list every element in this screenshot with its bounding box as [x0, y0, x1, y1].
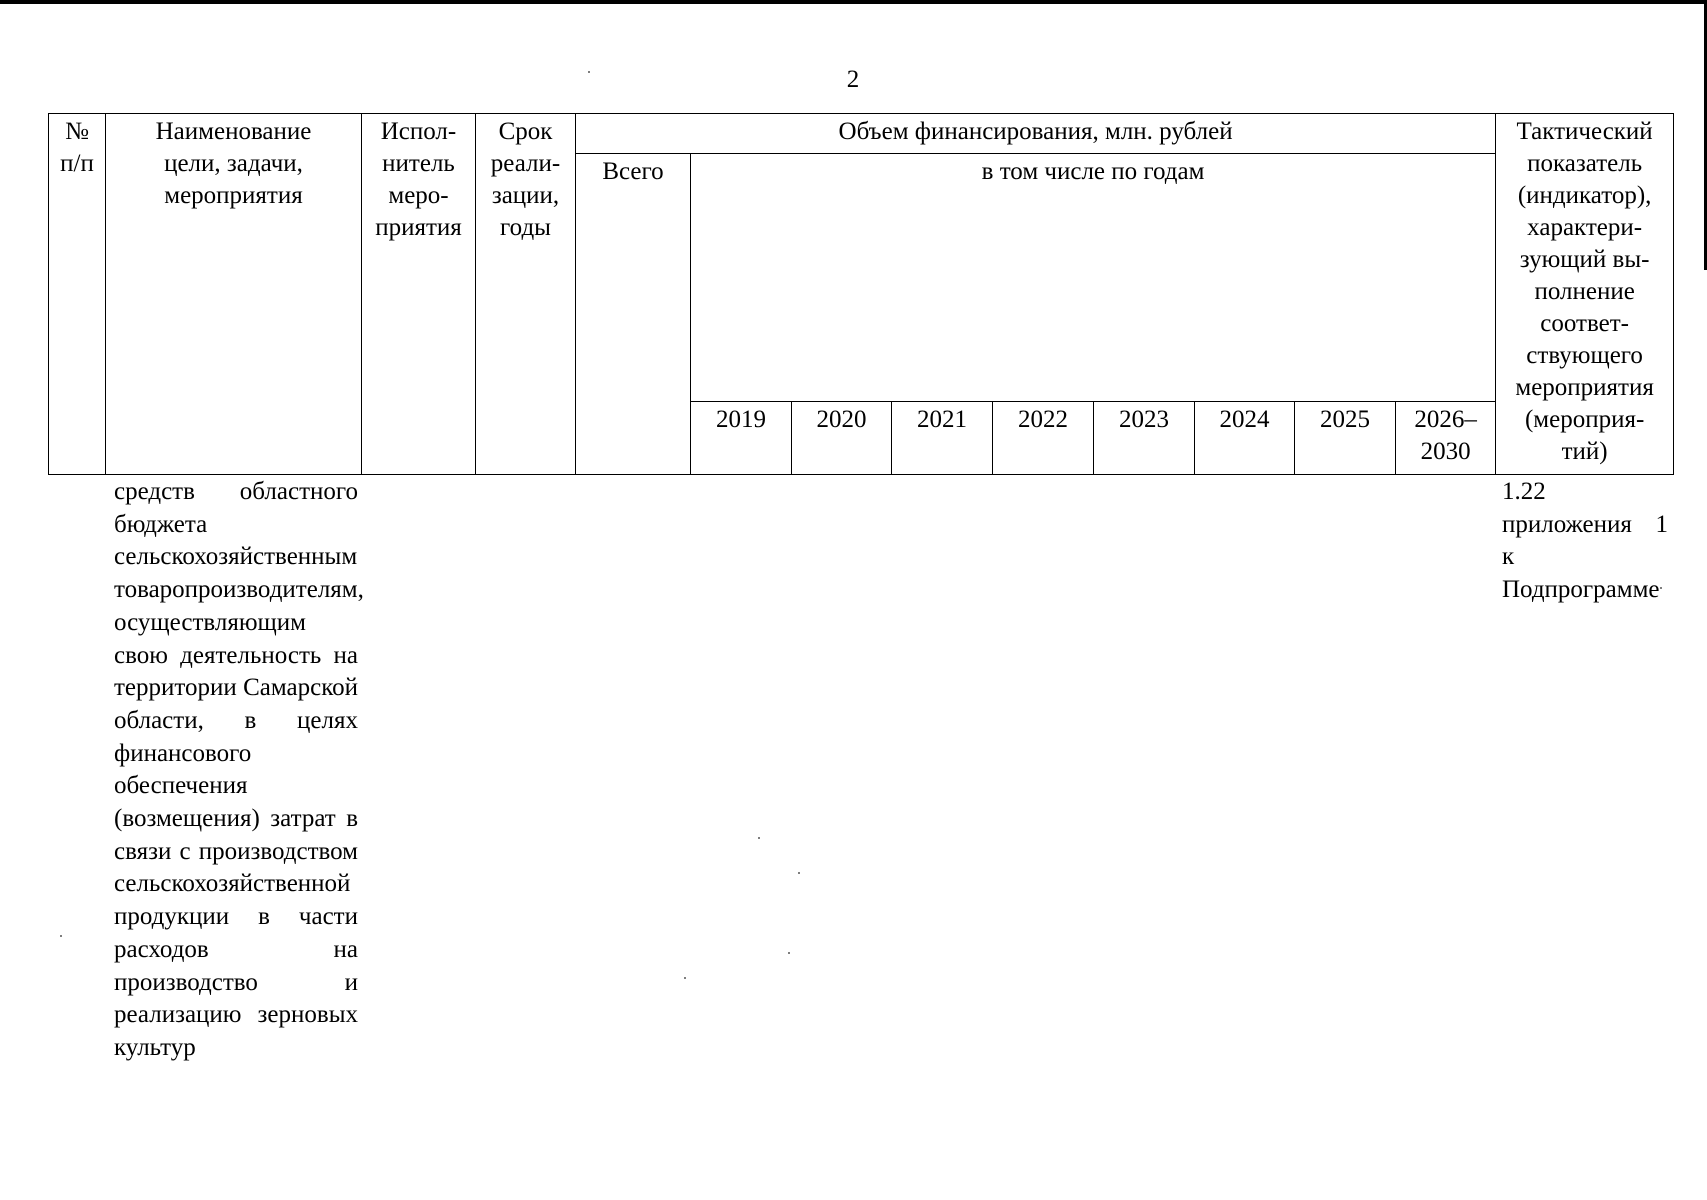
header-year-2022: 2022 [993, 402, 1094, 475]
header-year-2023: 2023 [1094, 402, 1195, 475]
continuation-name-text: средств областного бюджета сельскохозяйственным товаропроизводителям, осуществляющим свою деятельность на территории Самарской области, в целях финансового обеспечения (возмещения) затрат в связи с производством сельскохозяйственной продукции в части расходов на производство и реализацию зерновых культур [114, 478, 364, 1061]
header-year-2026-2030: 2026– 2030 [1396, 402, 1496, 475]
scan-speck [798, 872, 800, 874]
header-number: № п/п [49, 114, 106, 475]
header-year-2020: 2020 [792, 402, 892, 475]
page-number: 2 [846, 66, 860, 93]
header-indicator: Тактический показатель (индикатор), характери- зующий вы- полнение соответ- ствующего мероприятия (мероприя- тий) [1496, 114, 1674, 475]
header-term: Срок реали- зации, годы [476, 114, 576, 475]
header-year-2019: 2019 [691, 402, 792, 475]
header-name: Наименование цели, задачи, мероприятия [106, 114, 362, 475]
scan-speck [60, 935, 62, 937]
scan-speck [758, 837, 760, 839]
scan-speck [1660, 587, 1662, 589]
header-executor: Испол- нитель меро- приятия [362, 114, 476, 475]
scan-speck [684, 977, 686, 979]
header-year-2021: 2021 [892, 402, 993, 475]
scan-speck [788, 952, 790, 954]
header-financing: Объем финансирования, млн. рублей [576, 114, 1496, 154]
header-total: Всего [576, 154, 691, 475]
header-by-years: в том числе по годам [691, 154, 1496, 402]
header-year-2025: 2025 [1295, 402, 1396, 475]
financing-table [48, 113, 1674, 475]
continuation-indicator-text: 1.22 приложения 1 к Подпрограмме [1502, 478, 1668, 604]
header-year-2024: 2024 [1195, 402, 1295, 475]
top-edge-line [0, 0, 1707, 4]
scan-speck [588, 71, 590, 73]
